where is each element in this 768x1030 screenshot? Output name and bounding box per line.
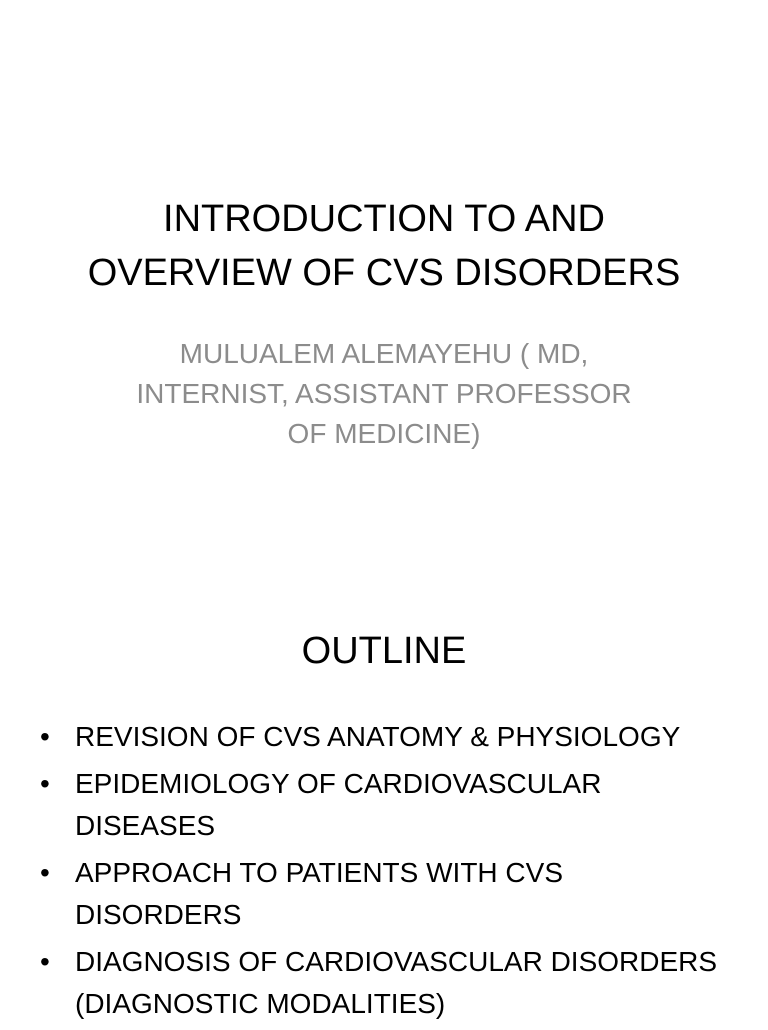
bullet-text <box>75 852 740 936</box>
bullet-text <box>75 941 740 1025</box>
outline-bullet-list <box>40 716 740 1030</box>
subtitle-line: OF MEDICINE) <box>287 418 481 449</box>
title-line: OVERVIEW OF CVS DISORDERS <box>87 252 681 294</box>
bullet-text <box>75 716 740 758</box>
outline-bullet-item <box>40 763 740 847</box>
outline-bullet-item <box>40 852 740 936</box>
subtitle-line: INTERNIST, ASSISTANT PROFESSOR <box>136 378 632 409</box>
bullet-line: DIAGNOSIS OF CARDIOVASCULAR DISORDERS <box>75 946 718 977</box>
bullet-line: APPROACH TO PATIENTS WITH CVS <box>75 857 563 888</box>
outline-bullet-item <box>40 941 740 1025</box>
bullet-line: DISEASES <box>75 810 216 841</box>
outline-bullet-item <box>40 716 740 758</box>
bullet-line: REVISION OF CVS ANATOMY & PHYSIOLOGY <box>75 721 681 752</box>
subtitle-line: MULUALEM ALEMAYEHU ( MD, <box>179 338 589 369</box>
bullet-icon: • <box>40 946 50 977</box>
bullet-icon: • <box>40 857 50 888</box>
title-line: INTRODUCTION TO AND <box>163 198 605 240</box>
presentation-title <box>60 192 708 300</box>
bullet-line: EPIDEMIOLOGY OF CARDIOVASCULAR <box>75 768 602 799</box>
bullet-icon: • <box>40 721 50 752</box>
outline-slide <box>0 576 768 1024</box>
bullet-line: (DIAGNOSTIC MODALITIES) <box>75 988 446 1019</box>
outline-title: OUTLINE <box>301 630 467 672</box>
bullet-line: DISORDERS <box>75 899 242 930</box>
bullet-text <box>75 763 740 847</box>
presenter-subtitle <box>120 334 648 454</box>
bullet-icon: • <box>40 768 50 799</box>
